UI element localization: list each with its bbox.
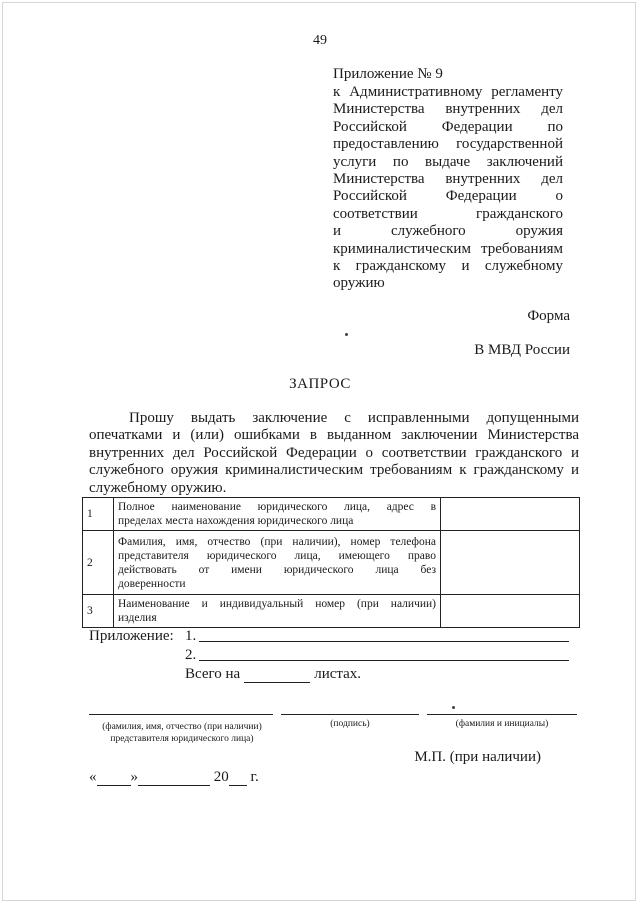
name-caption-line: (фамилия, имя, отчество (при наличии) [102, 722, 262, 732]
row-value-field[interactable] [441, 531, 580, 595]
request-line: служебного оружия криминалистическим требованиям к гражданскому и [89, 462, 579, 479]
appendix-line: услуги по выдаче заключений [333, 153, 563, 170]
row-label-line: представителя юридического лица, имеющего право [118, 549, 436, 562]
request-line: опечатками и (или) ошибками в выданном заключении Министерства [89, 427, 579, 444]
total-suffix: листах. [314, 666, 362, 682]
row-label-line: Полное наименование юридического лица, адрес в [118, 501, 436, 513]
initials-line[interactable] [427, 714, 577, 715]
attachment-item-1-number: 1. [185, 628, 197, 644]
appendix-line: к Административному регламенту [333, 84, 563, 100]
date-open-quote: « [89, 769, 97, 785]
request-line: внутренних дел Российской Федерации о соответствии гражданского и [89, 444, 579, 461]
table-row [83, 498, 580, 531]
date-line [89, 769, 259, 786]
appendix-title: Приложение № 9 [333, 66, 443, 82]
date-month-field[interactable] [138, 771, 210, 786]
total-sheets-field[interactable] [244, 668, 310, 683]
date-year-prefix: 20 [213, 769, 229, 785]
row-label [114, 595, 441, 628]
request-paragraph [89, 410, 579, 497]
attachment-label: Приложение: [89, 628, 174, 644]
initials-caption: (фамилия и инициалы) [455, 719, 549, 729]
name-signature-line[interactable] [89, 714, 273, 715]
row-label-line: Фамилия, имя, отчество (при наличии), номер телефона [118, 535, 436, 548]
appendix-line: Российской Федерации о [333, 188, 563, 205]
total-sheets [185, 666, 361, 683]
appendix-line: Российской Федерации по [333, 118, 563, 135]
request-line: служебному оружию. [89, 479, 227, 496]
scan-speck [452, 706, 455, 709]
date-year-suffix: г. [250, 769, 259, 785]
request-table [82, 497, 580, 628]
table-row [83, 531, 580, 595]
row-label-line: изделия [118, 612, 157, 624]
date-day-field[interactable] [97, 771, 131, 786]
attachment-item-2-line[interactable] [199, 660, 569, 661]
total-prefix: Всего на [185, 666, 241, 682]
appendix-line: соответствии гражданского [333, 205, 563, 222]
appendix-line: криминалистическим требованиям [333, 240, 563, 257]
appendix-line: предоставлению государственной [333, 136, 563, 153]
request-line: Прошу выдать заключение с исправленными допущенными [129, 410, 579, 426]
table-row [83, 595, 580, 628]
row-value-field[interactable] [441, 498, 580, 531]
date-year-field[interactable] [229, 771, 247, 786]
appendix-line: оружию [333, 275, 385, 292]
attachment-item-2-number: 2. [185, 647, 197, 663]
signature-caption: (подпись) [330, 719, 370, 729]
name-caption [84, 721, 280, 745]
page-number: 49 [313, 33, 327, 48]
date-close-quote: » [130, 769, 138, 785]
appendix-line: Министерства внутренних дел [333, 101, 563, 118]
appendix-line: Министерства внутренних дел [333, 171, 563, 188]
row-label-line: пределах места нахождения юридического лица [118, 515, 354, 527]
appendix-line: к гражданскому и служебному [333, 258, 563, 275]
row-label [114, 531, 441, 595]
row-label-line: доверенности [118, 577, 186, 590]
appendix-line: и служебного оружия [333, 223, 563, 240]
appendix-body [333, 84, 563, 293]
row-label-line: действовать от имени юридического лица без [118, 563, 436, 576]
row-number: 2 [83, 531, 114, 595]
stamp-note: М.П. (при наличии) [414, 749, 541, 765]
scan-speck [345, 333, 348, 336]
recipient: В МВД России [474, 342, 570, 358]
row-label [114, 498, 441, 531]
row-label-line: Наименование и индивидуальный номер (при наличии) [118, 598, 436, 610]
row-value-field[interactable] [441, 595, 580, 628]
form-label: Форма [527, 308, 570, 324]
document-title: ЗАПРОС [289, 376, 351, 392]
attachment-item-1-line[interactable] [199, 641, 569, 642]
name-caption-line: представителя юридического лица) [110, 734, 254, 744]
row-number: 1 [83, 498, 114, 531]
signature-line[interactable] [281, 714, 419, 715]
row-number: 3 [83, 595, 114, 628]
